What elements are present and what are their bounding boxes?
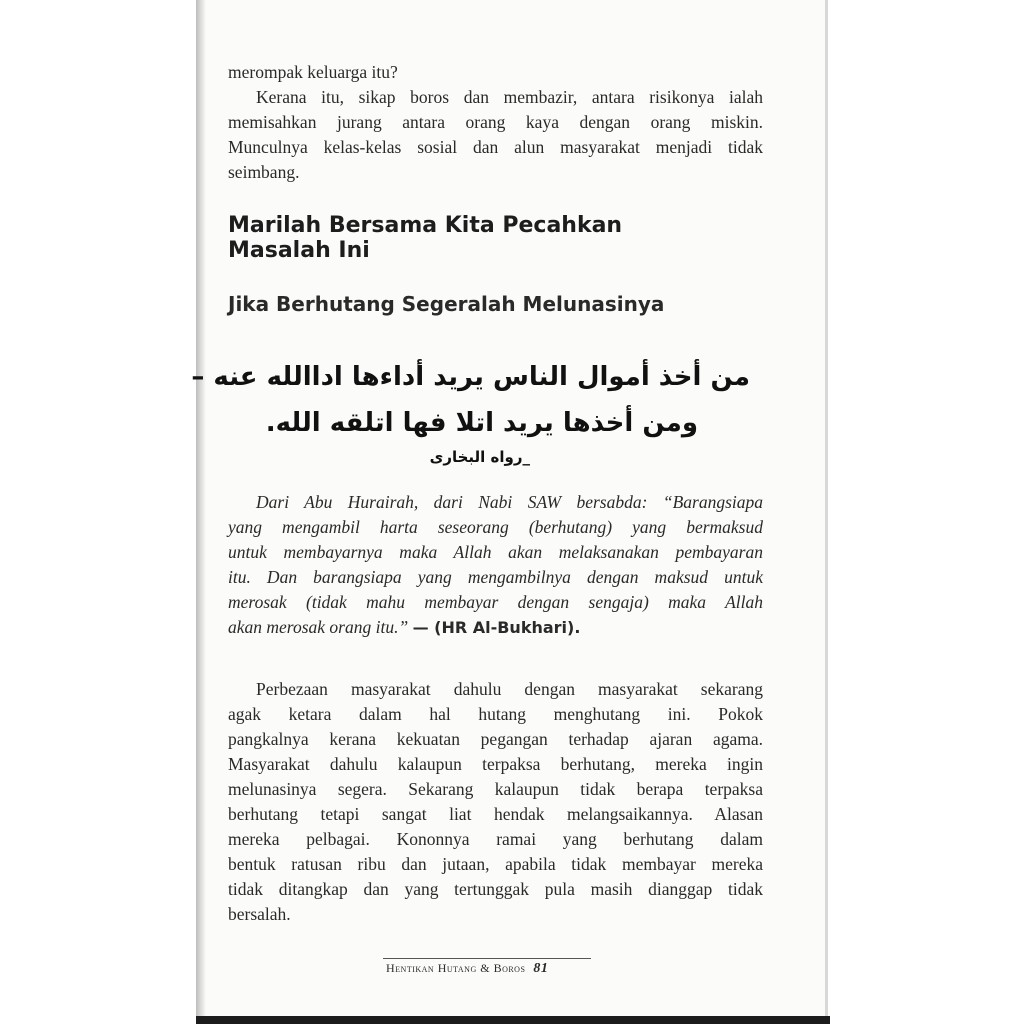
bottom-edge-bar [196, 1016, 830, 1024]
hadith-arabic-line: من أخذ أموال الناس يريد أداءها اداالله عنه – [191, 362, 750, 392]
translation-last-text: akan merosak orang itu.” [228, 617, 409, 637]
body-paragraph [228, 677, 763, 927]
translation-line: itu. Dan barangsiapa yang mengambilnya dengan maksud untuk [228, 567, 763, 587]
translation-line [228, 615, 763, 640]
body-line: pangkalnya kerana kekuatan pegangan terhadap ajaran agama. [228, 729, 763, 749]
section-heading-line: Masalah Ini [228, 238, 370, 263]
translation-line: Dari Abu Hurairah, dari Nabi SAW bersabda: “Barangsiapa [256, 492, 763, 512]
intro-line: merompak keluarga itu? [228, 62, 398, 82]
translation-line: yang mengambil harta seseorang (berhutang) yang bermaksud [228, 517, 763, 537]
intro-line: seimbang. [228, 162, 300, 182]
body-line: bentuk ratusan ribu dan jutaan, apabila tidak membayar mereka [228, 854, 763, 874]
section-heading-line: Marilah Bersama Kita Pecahkan [228, 213, 623, 238]
body-line: bersalah. [228, 904, 291, 924]
translation-line: untuk membayarnya maka Allah akan melaksanakan pembayaran [228, 542, 763, 562]
intro-line: memisahkan jurang antara orang kaya dengan orang miskin. [228, 112, 763, 132]
page-number: 81 [533, 961, 549, 976]
hadith-arabic-line: ومن أخذها يريد اتلا فها اتلقه الله. [265, 408, 698, 438]
footer-book-title: Hentikan Hutang & Boros [386, 961, 526, 975]
page-footer [386, 961, 548, 977]
body-line: berhutang tetapi sangat liat hendak melangsaikannya. Alasan [228, 804, 763, 824]
footer-rule [383, 958, 591, 959]
page-gutter-shadow [196, 0, 206, 1016]
intro-line: Kerana itu, sikap boros dan membazir, antara risikonya ialah [256, 87, 763, 107]
subheading: Jika Berhutang Segeralah Melunasinya [228, 292, 665, 316]
hadith-narrator: _رواه البخارى [429, 448, 530, 466]
translation-line: merosak (tidak mahu membayar dengan sengaja) maka Allah [228, 592, 763, 612]
section-heading [228, 213, 688, 263]
intro-paragraph [228, 60, 763, 185]
body-line: mereka pelbagai. Kononnya ramai yang berhutang dalam [228, 829, 763, 849]
hadith-reference: — (HR Al-Bukhari). [412, 618, 581, 637]
hadith-translation [228, 490, 763, 640]
body-line: Masyarakat dahulu kalaupun terpaksa berhutang, mereka ingin [228, 754, 763, 774]
body-line: melunasinya segera. Sekarang kalaupun tidak berapa terpaksa [228, 779, 763, 799]
body-line: agak ketara dalam hal hutang menghutang ini. Pokok [228, 704, 763, 724]
intro-line: Munculnya kelas-kelas sosial dan alun masyarakat menjadi tidak [228, 137, 763, 157]
body-line: Perbezaan masyarakat dahulu dengan masyarakat sekarang [256, 679, 763, 699]
body-line: tidak ditangkap dan yang tertunggak pula masih dianggap tidak [228, 879, 763, 899]
